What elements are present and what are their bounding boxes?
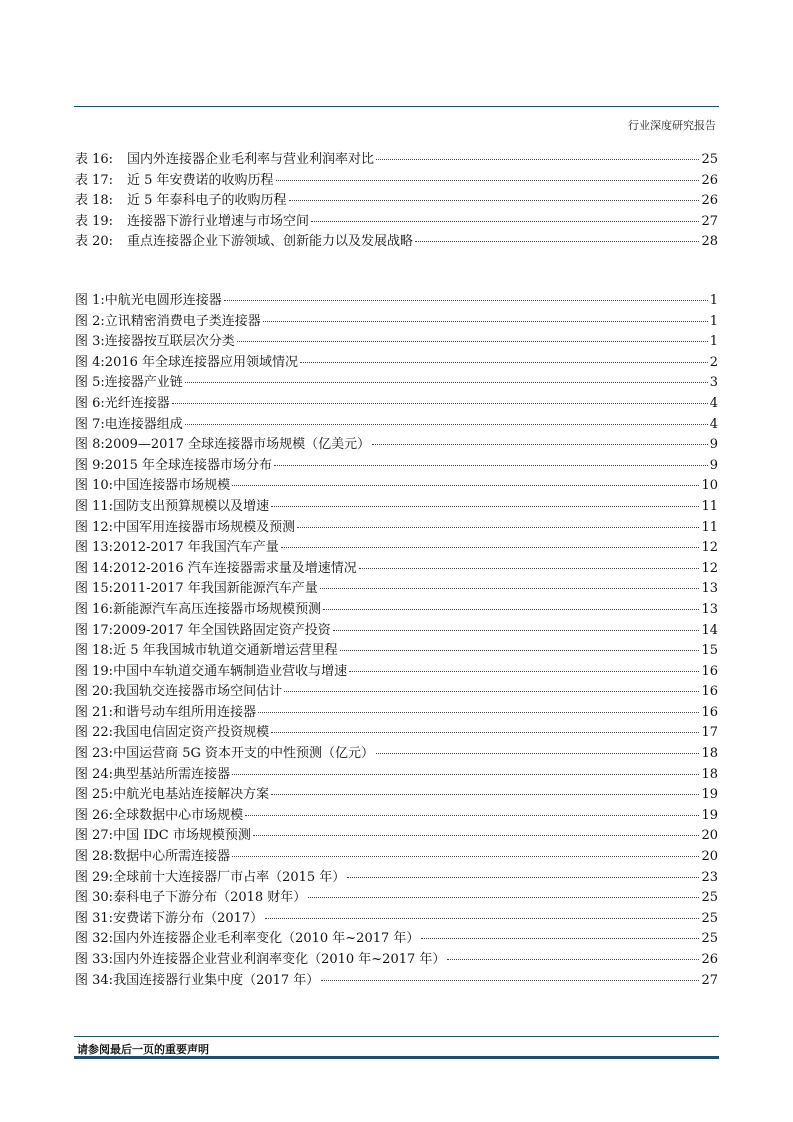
- entry-page-number: 9: [709, 437, 718, 453]
- entry-label: 图 28:: [75, 849, 114, 865]
- figure-entry[interactable]: [75, 413, 718, 434]
- entry-label: 图 12:: [75, 519, 114, 535]
- dot-leader: [308, 897, 699, 898]
- table-of-tables: [75, 148, 718, 251]
- entry-label: 表 16:: [75, 152, 114, 167]
- entry-page-number: 19: [701, 787, 718, 803]
- figure-entry[interactable]: [75, 474, 718, 495]
- entry-title: 连接器产业链: [104, 375, 183, 391]
- entry-label: 图 16:: [75, 601, 114, 617]
- entry-title: 我国电信固定资产投资规模: [113, 725, 270, 741]
- dot-leader: [289, 200, 700, 201]
- figure-entry[interactable]: [75, 639, 718, 660]
- entry-label: 图 10:: [75, 478, 114, 494]
- entry-page-number: 12: [701, 540, 718, 556]
- figure-entry[interactable]: [75, 330, 718, 351]
- entry-title: 全球数据中心市场规模: [113, 807, 244, 823]
- entry-title: 立讯精密消费电子类连接器: [104, 313, 261, 329]
- dot-leader: [359, 568, 700, 569]
- entry-label: 图 14:: [75, 560, 114, 576]
- dot-leader: [232, 774, 699, 775]
- entry-title: 2011-2017 年我国新能源汽车产量: [113, 581, 318, 597]
- entry-label: 图 25:: [75, 787, 114, 803]
- entry-page-number: 4: [709, 395, 718, 411]
- figure-entry[interactable]: [75, 495, 718, 516]
- dot-leader: [340, 650, 700, 651]
- dot-leader: [372, 444, 708, 445]
- figure-entry[interactable]: [75, 886, 718, 907]
- entry-title: 典型基站所需连接器: [113, 766, 231, 782]
- figure-entry[interactable]: [75, 824, 718, 845]
- entry-page-number: 14: [701, 622, 718, 638]
- entry-title: 2015 年全球连接器市场分布: [104, 457, 273, 473]
- figure-entry[interactable]: [75, 927, 718, 948]
- entry-title: 2009—2017 全球连接器市场规模（亿美元）: [104, 437, 371, 453]
- entry-label: 图 2:: [75, 313, 105, 329]
- entry-page-number: 28: [701, 234, 718, 250]
- entry-page-number: 25: [701, 890, 718, 906]
- entry-page-number: 25: [701, 152, 718, 167]
- entry-title: 中国 IDC 市场规模预测: [113, 828, 251, 844]
- dot-leader: [245, 815, 699, 816]
- dot-leader: [276, 180, 700, 181]
- entry-title: 国内外连接器企业毛利率变化（2010 年~2017 年）: [113, 931, 420, 947]
- figure-entry[interactable]: [75, 310, 718, 331]
- figure-entry[interactable]: [75, 907, 718, 928]
- entry-page-number: 16: [701, 704, 718, 720]
- dot-leader: [271, 506, 699, 507]
- figure-entry[interactable]: [75, 619, 718, 640]
- entry-page-number: 4: [709, 416, 718, 432]
- entry-page-number: 20: [701, 828, 718, 844]
- header-title: 行业深度研究报告: [628, 119, 716, 132]
- entry-page-number: 12: [701, 560, 718, 576]
- dot-leader: [185, 382, 708, 383]
- entry-title: 光纤连接器: [104, 395, 170, 411]
- entry-label: 图 15:: [75, 581, 114, 597]
- entry-page-number: 3: [709, 375, 718, 391]
- entry-label: 图 32:: [75, 931, 114, 947]
- entry-page-number: 13: [701, 581, 718, 597]
- figure-entry[interactable]: [75, 948, 718, 969]
- entry-title: 泰科电子下游分布（2018 财年）: [113, 890, 307, 906]
- entry-page-number: 18: [701, 746, 718, 762]
- entry-label: 图 34:: [75, 972, 114, 988]
- figure-entry[interactable]: [75, 721, 718, 742]
- entry-page-number: 19: [701, 807, 718, 823]
- dot-leader: [224, 300, 708, 301]
- entry-page-number: 26: [701, 952, 718, 967]
- entry-page-number: 1: [709, 293, 718, 308]
- entry-page-number: 2: [709, 354, 718, 370]
- entry-title: 我国轨交连接器市场空间估计: [113, 684, 283, 700]
- figure-entry[interactable]: [75, 598, 718, 619]
- dot-leader: [323, 609, 699, 610]
- figure-entry[interactable]: [75, 557, 718, 578]
- dot-leader: [333, 630, 700, 631]
- table-of-figures: [75, 289, 718, 989]
- entry-label: 表 17:: [75, 172, 114, 188]
- entry-label: 图 18:: [75, 643, 114, 659]
- entry-page-number: 1: [709, 313, 718, 329]
- entry-title: 中国中车轨道交通车辆制造业营收与增速: [113, 663, 348, 679]
- entry-title: 全球前十大连接器厂市占率（2015 年）: [113, 869, 346, 885]
- entry-title: 中航光电圆形连接器: [104, 293, 222, 308]
- dot-leader: [347, 877, 699, 878]
- figure-entry[interactable]: [75, 804, 718, 825]
- entry-title: 近 5 年安费诺的收购历程: [127, 172, 274, 188]
- entry-label: 图 22:: [75, 725, 114, 741]
- table-entry[interactable]: [75, 148, 718, 169]
- figure-entry[interactable]: [75, 433, 718, 454]
- entry-title: 和谐号动车组所用连接器: [113, 704, 257, 720]
- entry-title: 国内外连接器企业毛利率与营业利润率对比: [127, 152, 375, 167]
- entry-label: 图 33:: [75, 952, 114, 967]
- figure-entry[interactable]: [75, 866, 718, 887]
- entry-page-number: 26: [701, 172, 718, 188]
- dot-leader: [349, 671, 699, 672]
- dot-leader: [311, 221, 699, 222]
- entry-title: 连接器按互联层次分类: [104, 334, 235, 350]
- dot-leader: [281, 547, 700, 548]
- dot-leader: [447, 959, 699, 960]
- entry-label: 图 27:: [75, 828, 114, 844]
- entry-page-number: 25: [701, 910, 718, 926]
- figure-entry[interactable]: [75, 969, 718, 990]
- entry-page-number: 13: [701, 601, 718, 617]
- figure-entry[interactable]: [75, 845, 718, 866]
- entry-title: 2012-2016 汽车连接器需求量及增速情况: [113, 560, 357, 576]
- dot-leader: [185, 424, 708, 425]
- entry-label: 表 20:: [75, 234, 114, 250]
- entry-label: 图 24:: [75, 766, 114, 782]
- dot-leader: [237, 341, 708, 342]
- footer-disclaimer: 请参阅最后一页的重要声明: [77, 1043, 209, 1056]
- table-entry[interactable]: [75, 169, 718, 190]
- entry-title: 安费诺下游分布（2017）: [113, 910, 264, 926]
- entry-label: 图 30:: [75, 890, 114, 906]
- entry-page-number: 20: [701, 849, 718, 865]
- entry-label: 表 18:: [75, 193, 114, 209]
- entry-title: 中航光电基站连接解决方案: [113, 787, 270, 803]
- entry-page-number: 26: [701, 193, 718, 209]
- header-rule: [74, 106, 719, 107]
- entry-label: 图 23:: [75, 746, 114, 762]
- entry-title: 近 5 年泰科电子的收购历程: [127, 193, 287, 209]
- dot-leader: [320, 588, 700, 589]
- entry-page-number: 11: [701, 519, 718, 535]
- entry-label: 图 11:: [75, 498, 114, 514]
- dot-leader: [232, 856, 699, 857]
- entry-label: 图 3:: [75, 334, 105, 350]
- entry-title: 2016 年全球连接器应用领域情况: [104, 354, 299, 370]
- entry-label: 图 7:: [75, 416, 105, 432]
- entry-label: 图 5:: [75, 375, 105, 391]
- entry-page-number: 11: [701, 498, 718, 514]
- entry-page-number: 23: [701, 869, 718, 885]
- entry-title: 连接器下游行业增速与市场空间: [127, 213, 310, 229]
- dot-leader: [300, 362, 708, 363]
- dot-leader: [263, 321, 708, 322]
- dot-leader: [258, 712, 699, 713]
- figure-entry[interactable]: [75, 783, 718, 804]
- entry-label: 图 17:: [75, 622, 114, 638]
- entry-label: 图 20:: [75, 684, 114, 700]
- figure-entry[interactable]: [75, 289, 718, 310]
- entry-title: 新能源汽车高压连接器市场规模预测: [113, 601, 322, 617]
- entry-title: 2009-2017 年全国铁路固定资产投资: [113, 622, 331, 638]
- figure-entry[interactable]: [75, 351, 718, 372]
- entry-title: 中国军用连接器市场规模及预测: [113, 519, 296, 535]
- figure-entry[interactable]: [75, 763, 718, 784]
- entry-page-number: 18: [701, 766, 718, 782]
- table-entry[interactable]: [75, 189, 718, 210]
- dot-leader: [284, 691, 699, 692]
- figure-entry[interactable]: [75, 660, 718, 681]
- figure-entry[interactable]: [75, 742, 718, 763]
- entry-page-number: 15: [701, 643, 718, 659]
- entry-title: 中国连接器市场规模: [113, 478, 231, 494]
- table-entry[interactable]: [75, 210, 718, 231]
- entry-label: 图 19:: [75, 663, 114, 679]
- figure-entry[interactable]: [75, 392, 718, 413]
- entry-title: 数据中心所需连接器: [113, 849, 231, 865]
- dot-leader: [232, 485, 699, 486]
- entry-page-number: 1: [709, 334, 718, 350]
- entry-page-number: 16: [701, 663, 718, 679]
- figure-entry[interactable]: [75, 577, 718, 598]
- figure-entry[interactable]: [75, 516, 718, 537]
- entry-label: 图 13:: [75, 540, 114, 556]
- dot-leader: [321, 980, 699, 981]
- dot-leader: [274, 465, 708, 466]
- entry-page-number: 16: [701, 684, 718, 700]
- dot-leader: [297, 527, 699, 528]
- entry-label: 图 4:: [75, 354, 105, 370]
- entry-label: 图 21:: [75, 704, 114, 720]
- dot-leader: [376, 753, 699, 754]
- dot-leader: [271, 732, 699, 733]
- dot-leader: [265, 918, 699, 919]
- entry-label: 图 8:: [75, 437, 105, 453]
- entry-title: 中国运营商 5G 资本开支的中性预测（亿元）: [113, 746, 374, 762]
- entry-label: 图 26:: [75, 807, 114, 823]
- entry-title: 2012-2017 年我国汽车产量: [113, 540, 279, 556]
- footer-rule-bottom: [74, 1056, 719, 1059]
- entry-title: 近 5 年我国城市轨道交通新增运营里程: [113, 643, 338, 659]
- figure-entry[interactable]: [75, 701, 718, 722]
- entry-label: 图 9:: [75, 457, 105, 473]
- entry-title: 国防支出预算规模以及增速: [113, 498, 270, 514]
- figure-entry[interactable]: [75, 680, 718, 701]
- dot-leader: [253, 835, 700, 836]
- entry-page-number: 27: [701, 213, 718, 229]
- dot-leader: [271, 794, 699, 795]
- entry-title: 电连接器组成: [104, 416, 183, 432]
- figure-entry[interactable]: [75, 371, 718, 392]
- entry-page-number: 10: [701, 478, 718, 494]
- dot-leader: [376, 159, 699, 160]
- dot-leader: [172, 403, 708, 404]
- table-entry[interactable]: [75, 230, 718, 251]
- entry-title: 重点连接器企业下游领域、创新能力以及发展战略: [127, 234, 414, 250]
- dot-leader: [415, 241, 699, 242]
- figure-entry[interactable]: [75, 454, 718, 475]
- entry-page-number: 9: [709, 457, 718, 473]
- dot-leader: [421, 938, 699, 939]
- entry-page-number: 27: [701, 972, 718, 988]
- entry-title: 国内外连接器企业营业利润率变化（2010 年~2017 年）: [113, 952, 446, 967]
- entry-page-number: 25: [701, 931, 718, 947]
- entry-page-number: 17: [701, 725, 718, 741]
- entry-label: 图 31:: [75, 910, 114, 926]
- entry-title: 我国连接器行业集中度（2017 年）: [113, 972, 320, 988]
- figure-entry[interactable]: [75, 536, 718, 557]
- footer-rule-top: [74, 1036, 719, 1037]
- entry-label: 表 19:: [75, 213, 114, 229]
- entry-label: 图 1:: [75, 293, 105, 308]
- entry-label: 图 29:: [75, 869, 114, 885]
- entry-label: 图 6:: [75, 395, 105, 411]
